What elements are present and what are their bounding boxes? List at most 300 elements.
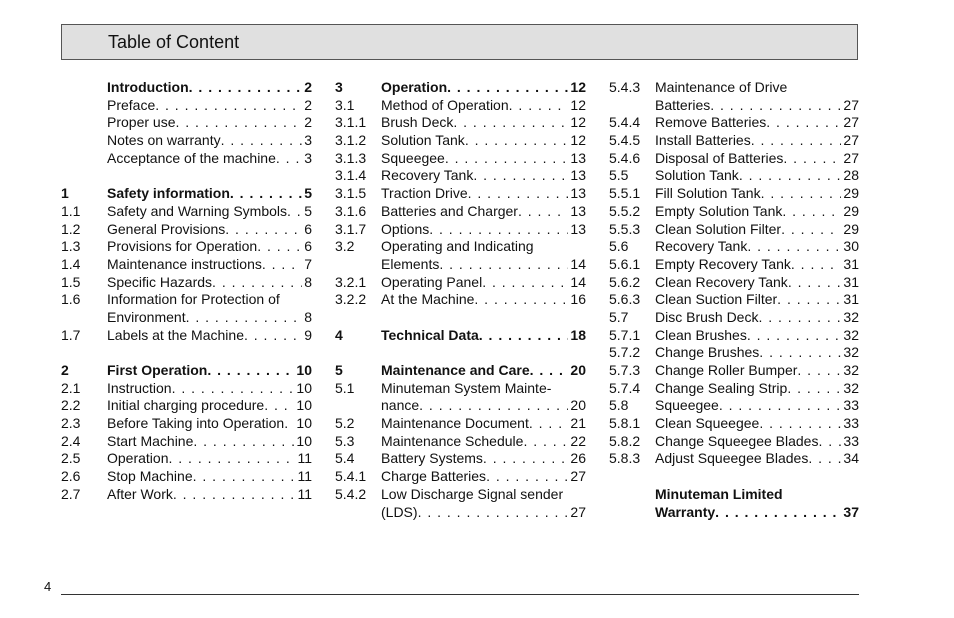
toc-entry-title: Batteries xyxy=(655,96,711,113)
toc-entry-page: 31 xyxy=(843,273,859,290)
toc-entry-title: (LDS) xyxy=(381,503,418,520)
toc-entry-number: 3.1.1 xyxy=(335,114,367,131)
toc-entry-page: 16 xyxy=(570,291,586,308)
toc-entry-title: Instruction xyxy=(107,379,172,396)
toc-entry-title: Solution Tank xyxy=(381,132,465,149)
toc-entry-title: Start Machine xyxy=(107,432,194,449)
toc-entry-page: 27 xyxy=(843,96,859,113)
toc-leader-dots xyxy=(509,97,569,115)
toc-entry[interactable] xyxy=(61,397,312,415)
toc-leader-dots xyxy=(284,415,294,433)
toc-spacer xyxy=(335,309,586,327)
toc-entry-page: 11 xyxy=(297,468,312,485)
toc-entry-page: 27 xyxy=(843,149,859,166)
toc-leader-dots xyxy=(465,132,569,150)
toc-entry[interactable] xyxy=(609,415,859,433)
page-title: Table of Content xyxy=(108,32,240,52)
toc-entry-page: 12 xyxy=(570,79,586,95)
toc-leader-dots xyxy=(518,203,568,221)
toc-leader-dots xyxy=(758,309,841,327)
toc-entry-title-line xyxy=(655,79,859,97)
toc-spacer xyxy=(61,167,312,185)
toc-entry-page: 5 xyxy=(304,185,312,202)
toc-entry-title-line xyxy=(107,203,312,221)
toc-entry-page: 28 xyxy=(843,167,859,184)
toc-entry-title: General Provisions xyxy=(107,220,226,237)
toc-entry-title-line xyxy=(107,256,312,274)
toc-entry-title-line xyxy=(655,114,859,132)
toc-entry-number: 1.5 xyxy=(61,273,81,290)
toc-entry-title-line xyxy=(107,150,312,168)
toc-entry-title: Proper use xyxy=(107,114,176,131)
toc-entry[interactable] xyxy=(335,203,586,221)
toc-entry-page: 27 xyxy=(570,468,586,485)
toc-entry[interactable] xyxy=(61,114,312,132)
toc-entry-title-line xyxy=(107,79,312,97)
toc-entry[interactable] xyxy=(61,309,312,327)
toc-entry-title-line xyxy=(381,132,586,150)
toc-entry-page: 27 xyxy=(843,132,859,149)
toc-entry[interactable] xyxy=(335,397,586,415)
toc-entry-title-line xyxy=(381,450,586,468)
toc-entry-title-line xyxy=(107,274,312,292)
toc-entry-title-line xyxy=(655,238,859,256)
toc-leader-dots xyxy=(276,150,302,168)
toc-entry-title-line xyxy=(655,415,859,433)
toc-entry-title-line xyxy=(655,327,859,345)
toc-entry[interactable] xyxy=(61,327,312,345)
toc-entry-title-line xyxy=(655,274,859,292)
toc-entry-number: 3.1.3 xyxy=(335,149,367,166)
toc-entry-number: 5.4.1 xyxy=(335,468,367,485)
toc-entry-title: Clean Recovery Tank xyxy=(655,273,788,290)
toc-entry[interactable] xyxy=(335,221,586,239)
toc-entry-page: 32 xyxy=(843,379,859,396)
toc-entry-title: Solution Tank xyxy=(655,167,739,184)
toc-entry-page: 10 xyxy=(296,415,312,432)
toc-entry-title: Before Taking into Operation xyxy=(107,415,285,432)
toc-entry-title: Fill Solution Tank xyxy=(655,185,761,202)
toc-entry[interactable] xyxy=(609,203,859,221)
toc-entry-title-line xyxy=(655,291,859,309)
toc-entry[interactable] xyxy=(609,309,859,327)
toc-leader-dots xyxy=(468,185,569,203)
toc-entry-page: 14 xyxy=(570,273,586,290)
toc-entry-number: 2.2 xyxy=(61,397,81,414)
toc-entry-title-line xyxy=(107,221,312,239)
toc-entry[interactable] xyxy=(61,79,312,97)
toc-entry[interactable] xyxy=(609,97,859,115)
toc-entry-title-line xyxy=(381,114,586,132)
toc-leader-dots xyxy=(781,221,841,239)
toc-entry[interactable] xyxy=(335,468,586,486)
toc-entry-number: 1.6 xyxy=(61,291,81,308)
toc-entry-number: 3.1 xyxy=(335,96,355,113)
toc-entry-title: Maintenance Document xyxy=(381,415,529,432)
toc-entry[interactable] xyxy=(609,486,859,504)
toc-leader-dots xyxy=(486,468,568,486)
toc-entry-title-line xyxy=(655,504,859,522)
toc-entry-number: 3.2.1 xyxy=(335,273,367,290)
toc-leader-dots xyxy=(168,450,295,468)
toc-entry[interactable] xyxy=(609,238,859,256)
toc-entry-title: Clean Brushes xyxy=(655,326,747,343)
toc-entry[interactable] xyxy=(61,97,312,115)
toc-entry-number: 5.2 xyxy=(335,415,355,432)
toc-entry-title: Install Batteries xyxy=(655,132,751,149)
toc-entry-title: Warranty xyxy=(655,503,716,520)
toc-entry-page xyxy=(563,486,565,504)
toc-leader-dots xyxy=(710,97,841,115)
toc-entry-title-line xyxy=(381,362,586,380)
toc-entry-title-line xyxy=(655,167,859,185)
toc-entry-page: 20 xyxy=(570,397,586,414)
toc-entry[interactable] xyxy=(609,397,859,415)
toc-entry-number: 2 xyxy=(61,362,69,378)
toc-entry[interactable] xyxy=(609,167,859,185)
toc-entry-title-line xyxy=(655,97,859,115)
toc-entry-title-line xyxy=(381,274,586,292)
toc-entry-number: 5.8.3 xyxy=(609,450,641,467)
toc-entry-title-line xyxy=(107,114,312,132)
toc-entry-page: 32 xyxy=(843,362,859,378)
toc-entry[interactable] xyxy=(61,380,312,398)
toc-entry[interactable] xyxy=(61,274,312,292)
toc-entry-number: 5.6.1 xyxy=(609,255,641,272)
toc-entry-number: 1.7 xyxy=(61,326,81,343)
toc-leader-dots xyxy=(782,203,841,221)
toc-entry-title: Low Discharge Signal sender xyxy=(381,485,564,502)
toc-entry[interactable] xyxy=(609,256,859,274)
toc-entry-title-line xyxy=(381,203,586,221)
toc-entry[interactable] xyxy=(335,256,586,274)
toc-leader-dots xyxy=(783,150,841,168)
toc-entry-number: 5.5.3 xyxy=(609,220,641,237)
toc-leader-dots xyxy=(761,185,842,203)
toc-entry-page: 34 xyxy=(843,450,859,467)
toc-leader-dots xyxy=(715,504,841,522)
toc-entry[interactable] xyxy=(609,433,859,451)
toc-entry[interactable] xyxy=(335,132,586,150)
toc-entry-page: 12 xyxy=(570,96,586,113)
toc-entry[interactable] xyxy=(335,79,586,97)
toc-entry-page: 18 xyxy=(570,326,586,343)
toc-entry[interactable] xyxy=(609,79,859,97)
toc-entry-number: 3.1.6 xyxy=(335,202,367,219)
toc-entry-page: 11 xyxy=(297,485,312,502)
toc-entry-page: 32 xyxy=(843,326,859,343)
toc-entry-number: 5.4.4 xyxy=(609,114,641,131)
toc-entry-title: Stop Machine xyxy=(107,468,193,485)
toc-entry-page xyxy=(280,291,282,309)
toc-entry-page: 33 xyxy=(843,397,859,414)
toc-leader-dots xyxy=(766,114,841,132)
toc-leader-dots xyxy=(739,167,842,185)
toc-entry-title-line xyxy=(107,486,312,504)
toc-leader-dots xyxy=(173,486,296,504)
toc-entry-page: 29 xyxy=(843,202,859,219)
toc-entry[interactable] xyxy=(61,256,312,274)
toc-entry[interactable] xyxy=(61,132,312,150)
toc-entry-title-line xyxy=(655,344,859,362)
toc-entry-title: Recovery Tank xyxy=(655,238,748,255)
toc-entry-title: Maintenance instructions xyxy=(107,255,262,272)
toc-column-3 xyxy=(609,79,859,521)
toc-entry-title-line xyxy=(381,380,586,398)
toc-entry-page xyxy=(787,79,789,97)
toc-entry-title: Change Squeegee Blades xyxy=(655,432,819,449)
toc-entry-title-line xyxy=(107,97,312,115)
toc-entry-title-line xyxy=(655,132,859,150)
toc-leader-dots xyxy=(483,450,569,468)
toc-leader-dots xyxy=(788,274,842,292)
toc-entry[interactable] xyxy=(335,433,586,451)
toc-entry[interactable] xyxy=(335,486,586,504)
toc-entry-title-line xyxy=(107,185,312,203)
toc-entry-number: 5.4.3 xyxy=(609,79,641,95)
toc-entry[interactable] xyxy=(61,185,312,203)
toc-entry-title-line xyxy=(381,433,586,451)
toc-entry-title: Change Roller Bumper xyxy=(655,362,798,378)
toc-entry-number: 5.4 xyxy=(335,450,355,467)
toc-entry-number: 1.2 xyxy=(61,220,81,237)
toc-entry[interactable] xyxy=(61,221,312,239)
toc-entry-title: Brush Deck xyxy=(381,114,454,131)
toc-entry[interactable] xyxy=(609,327,859,345)
toc-entry-page: 3 xyxy=(304,149,312,166)
toc-entry-title-line xyxy=(107,380,312,398)
toc-entry-title: Minuteman System Mainte- xyxy=(381,379,552,396)
toc-entry-number: 5.8.2 xyxy=(609,432,641,449)
toc-entry-title-line xyxy=(107,291,312,309)
toc-leader-dots xyxy=(759,415,841,433)
toc-entry[interactable] xyxy=(335,167,586,185)
toc-entry[interactable] xyxy=(335,185,586,203)
toc-entry-page: 33 xyxy=(843,415,859,432)
toc-entry-number: 1.3 xyxy=(61,238,81,255)
toc-entry[interactable] xyxy=(61,203,312,221)
toc-leader-dots xyxy=(445,150,569,168)
toc-entry[interactable] xyxy=(61,238,312,256)
toc-leader-dots xyxy=(479,327,569,345)
toc-entry[interactable] xyxy=(335,150,586,168)
toc-entry[interactable] xyxy=(61,415,312,433)
toc-entry-number: 5.4.2 xyxy=(335,485,367,502)
toc-entry[interactable] xyxy=(335,362,586,380)
toc-entry[interactable] xyxy=(335,504,586,522)
toc-leader-dots xyxy=(751,132,842,150)
toc-entry-title: Elements xyxy=(381,255,440,272)
toc-entry-number: 5.1 xyxy=(335,379,355,396)
toc-entry-page: 10 xyxy=(296,379,312,396)
toc-entry[interactable] xyxy=(61,468,312,486)
toc-entry-title: Notes on warranty xyxy=(107,132,221,149)
toc-entry-title-line xyxy=(107,415,312,433)
toc-entry[interactable] xyxy=(335,380,586,398)
toc-entry[interactable] xyxy=(609,185,859,203)
toc-entry[interactable] xyxy=(609,362,859,380)
toc-leader-dots xyxy=(473,167,568,185)
toc-entry[interactable] xyxy=(335,327,586,345)
toc-entry-title-line xyxy=(381,486,586,504)
toc-entry-title-line xyxy=(655,362,859,380)
toc-spacer xyxy=(609,468,859,486)
toc-entry[interactable] xyxy=(335,291,586,309)
toc-entry-number: 3.1.4 xyxy=(335,167,367,184)
toc-entry-title-line xyxy=(381,185,586,203)
toc-entry[interactable] xyxy=(609,344,859,362)
toc-entry-number: 2.7 xyxy=(61,485,81,502)
toc-entry[interactable] xyxy=(609,450,859,468)
toc-entry-title-line xyxy=(381,415,586,433)
toc-entry-number: 2.3 xyxy=(61,415,81,432)
toc-entry-title: Operation xyxy=(381,79,448,95)
toc-entry-page: 37 xyxy=(843,503,859,520)
toc-entry[interactable] xyxy=(61,433,312,451)
toc-entry-number: 2.4 xyxy=(61,432,81,449)
toc-entry-number: 3.2.2 xyxy=(335,291,367,308)
toc-entry-title: Change Brushes xyxy=(655,344,760,361)
toc-entry-page: 13 xyxy=(570,185,586,202)
toc-entry-title: Operation xyxy=(107,450,169,467)
toc-entry-title: Introduction xyxy=(107,79,189,95)
toc-entry-number: 2.5 xyxy=(61,450,81,467)
toc-spacer xyxy=(335,344,586,362)
toc-entry[interactable] xyxy=(609,114,859,132)
toc-entry-page: 2 xyxy=(304,79,312,95)
toc-entry[interactable] xyxy=(609,380,859,398)
toc-entry[interactable] xyxy=(609,291,859,309)
toc-entry[interactable] xyxy=(609,504,859,522)
toc-entry-title: Information for Protection of xyxy=(107,291,280,308)
toc-entry-title: Maintenance of Drive xyxy=(655,79,788,95)
toc-entry-page: 13 xyxy=(570,220,586,237)
toc-entry[interactable] xyxy=(61,150,312,168)
toc-leader-dots xyxy=(777,291,841,309)
toc-entry-title: Options xyxy=(381,220,430,237)
toc-entry-title: Clean Squeegee xyxy=(655,415,760,432)
toc-spacer xyxy=(61,344,312,362)
toc-entry-title: Disc Brush Deck xyxy=(655,308,759,325)
toc-entry-title-line xyxy=(655,185,859,203)
toc-entry-title: Method of Operation xyxy=(381,96,509,113)
toc-entry-page: 7 xyxy=(304,255,312,272)
toc-entry-number: 3 xyxy=(335,79,343,95)
toc-leader-dots xyxy=(787,380,841,398)
toc-entry-page: 6 xyxy=(304,238,312,255)
toc-entry-page: 29 xyxy=(843,220,859,237)
toc-entry-number: 5.7.1 xyxy=(609,326,641,343)
toc-entry-title: Operating Panel xyxy=(381,273,483,290)
toc-leader-dots xyxy=(264,397,294,415)
toc-entry-number: 5.7 xyxy=(609,308,629,325)
toc-leader-dots xyxy=(453,114,568,132)
toc-entry-page xyxy=(551,380,553,398)
toc-entry-number: 3.1.2 xyxy=(335,132,367,149)
toc-entry-title-line xyxy=(107,238,312,256)
toc-entry[interactable] xyxy=(609,274,859,292)
toc-entry-page: 26 xyxy=(570,450,586,467)
toc-entry[interactable] xyxy=(609,221,859,239)
toc-entry-title-line xyxy=(655,256,859,274)
toc-entry-title: nance xyxy=(381,397,420,414)
toc-entry-title-line xyxy=(655,397,859,415)
toc-entry-title: Recovery Tank xyxy=(381,167,474,184)
toc-leader-dots xyxy=(439,256,568,274)
toc-entry-title: Preface xyxy=(107,96,156,113)
toc-entry[interactable] xyxy=(61,486,312,504)
toc-leader-dots xyxy=(529,415,569,433)
toc-entry-page: 11 xyxy=(297,450,312,467)
toc-entry-page: 13 xyxy=(570,167,586,184)
toc-entry[interactable] xyxy=(335,114,586,132)
toc-entry[interactable] xyxy=(335,274,586,292)
toc-entry-page: 10 xyxy=(296,432,312,449)
toc-entry-number: 5.8.1 xyxy=(609,415,641,432)
toc-entry-page: 12 xyxy=(570,114,586,131)
toc-entry-title-line xyxy=(381,221,586,239)
toc-entry-title: Disposal of Batteries xyxy=(655,149,784,166)
toc-entry-number: 5.6.3 xyxy=(609,291,641,308)
toc-entry-page: 14 xyxy=(570,255,586,272)
toc-entry-title: Squeegee xyxy=(655,397,719,414)
toc-entry-title: Safety information xyxy=(107,185,230,202)
toc-entry-number: 5.5 xyxy=(609,167,629,184)
toc-leader-dots xyxy=(474,291,568,309)
toc-leader-dots xyxy=(808,450,841,468)
toc-entry[interactable] xyxy=(335,450,586,468)
toc-entry-title: Clean Solution Filter xyxy=(655,220,782,237)
toc-entry[interactable] xyxy=(609,150,859,168)
toc-entry-title-line xyxy=(381,79,586,97)
toc-entry-title-line xyxy=(107,468,312,486)
toc-entry-number: 5.7.4 xyxy=(609,379,641,396)
toc-leader-dots xyxy=(287,203,302,221)
toc-entry[interactable] xyxy=(61,450,312,468)
toc-entry-title-line xyxy=(381,327,586,345)
toc-entry-number: 2.6 xyxy=(61,468,81,485)
toc-entry-title: After Work xyxy=(107,485,173,502)
toc-entry-title-line xyxy=(381,97,586,115)
toc-leader-dots xyxy=(262,256,302,274)
toc-column-2 xyxy=(335,79,586,521)
toc-entry-number: 5.7.2 xyxy=(609,344,641,361)
toc-entry-number: 5.5.1 xyxy=(609,185,641,202)
toc-entry-title: Provisions for Operation xyxy=(107,238,258,255)
toc-entry-page: 10 xyxy=(296,397,312,414)
toc-entry-title: Remove Batteries xyxy=(655,114,767,131)
toc-entry[interactable] xyxy=(335,97,586,115)
toc-entry-page: 31 xyxy=(843,255,859,272)
toc-entry[interactable] xyxy=(335,415,586,433)
toc-leader-dots xyxy=(530,362,569,380)
toc-entry-page: 8 xyxy=(304,273,312,290)
toc-entry[interactable] xyxy=(61,291,312,309)
toc-entry[interactable] xyxy=(609,132,859,150)
toc-entry[interactable] xyxy=(61,362,312,380)
toc-entry-title: Battery Systems xyxy=(381,450,483,467)
toc-entry[interactable] xyxy=(335,238,586,256)
toc-leader-dots xyxy=(193,433,294,451)
toc-leader-dots xyxy=(244,327,302,345)
toc-entry-page: 30 xyxy=(843,238,859,255)
toc-entry-number: 5.4.6 xyxy=(609,149,641,166)
toc-entry-title: Operating and Indicating xyxy=(381,238,534,255)
toc-entry-title: Acceptance of the machine xyxy=(107,149,276,166)
toc-entry-number: 5.6 xyxy=(609,238,629,255)
toc-entry-page xyxy=(783,486,785,504)
toc-entry-title: Maintenance Schedule xyxy=(381,432,524,449)
